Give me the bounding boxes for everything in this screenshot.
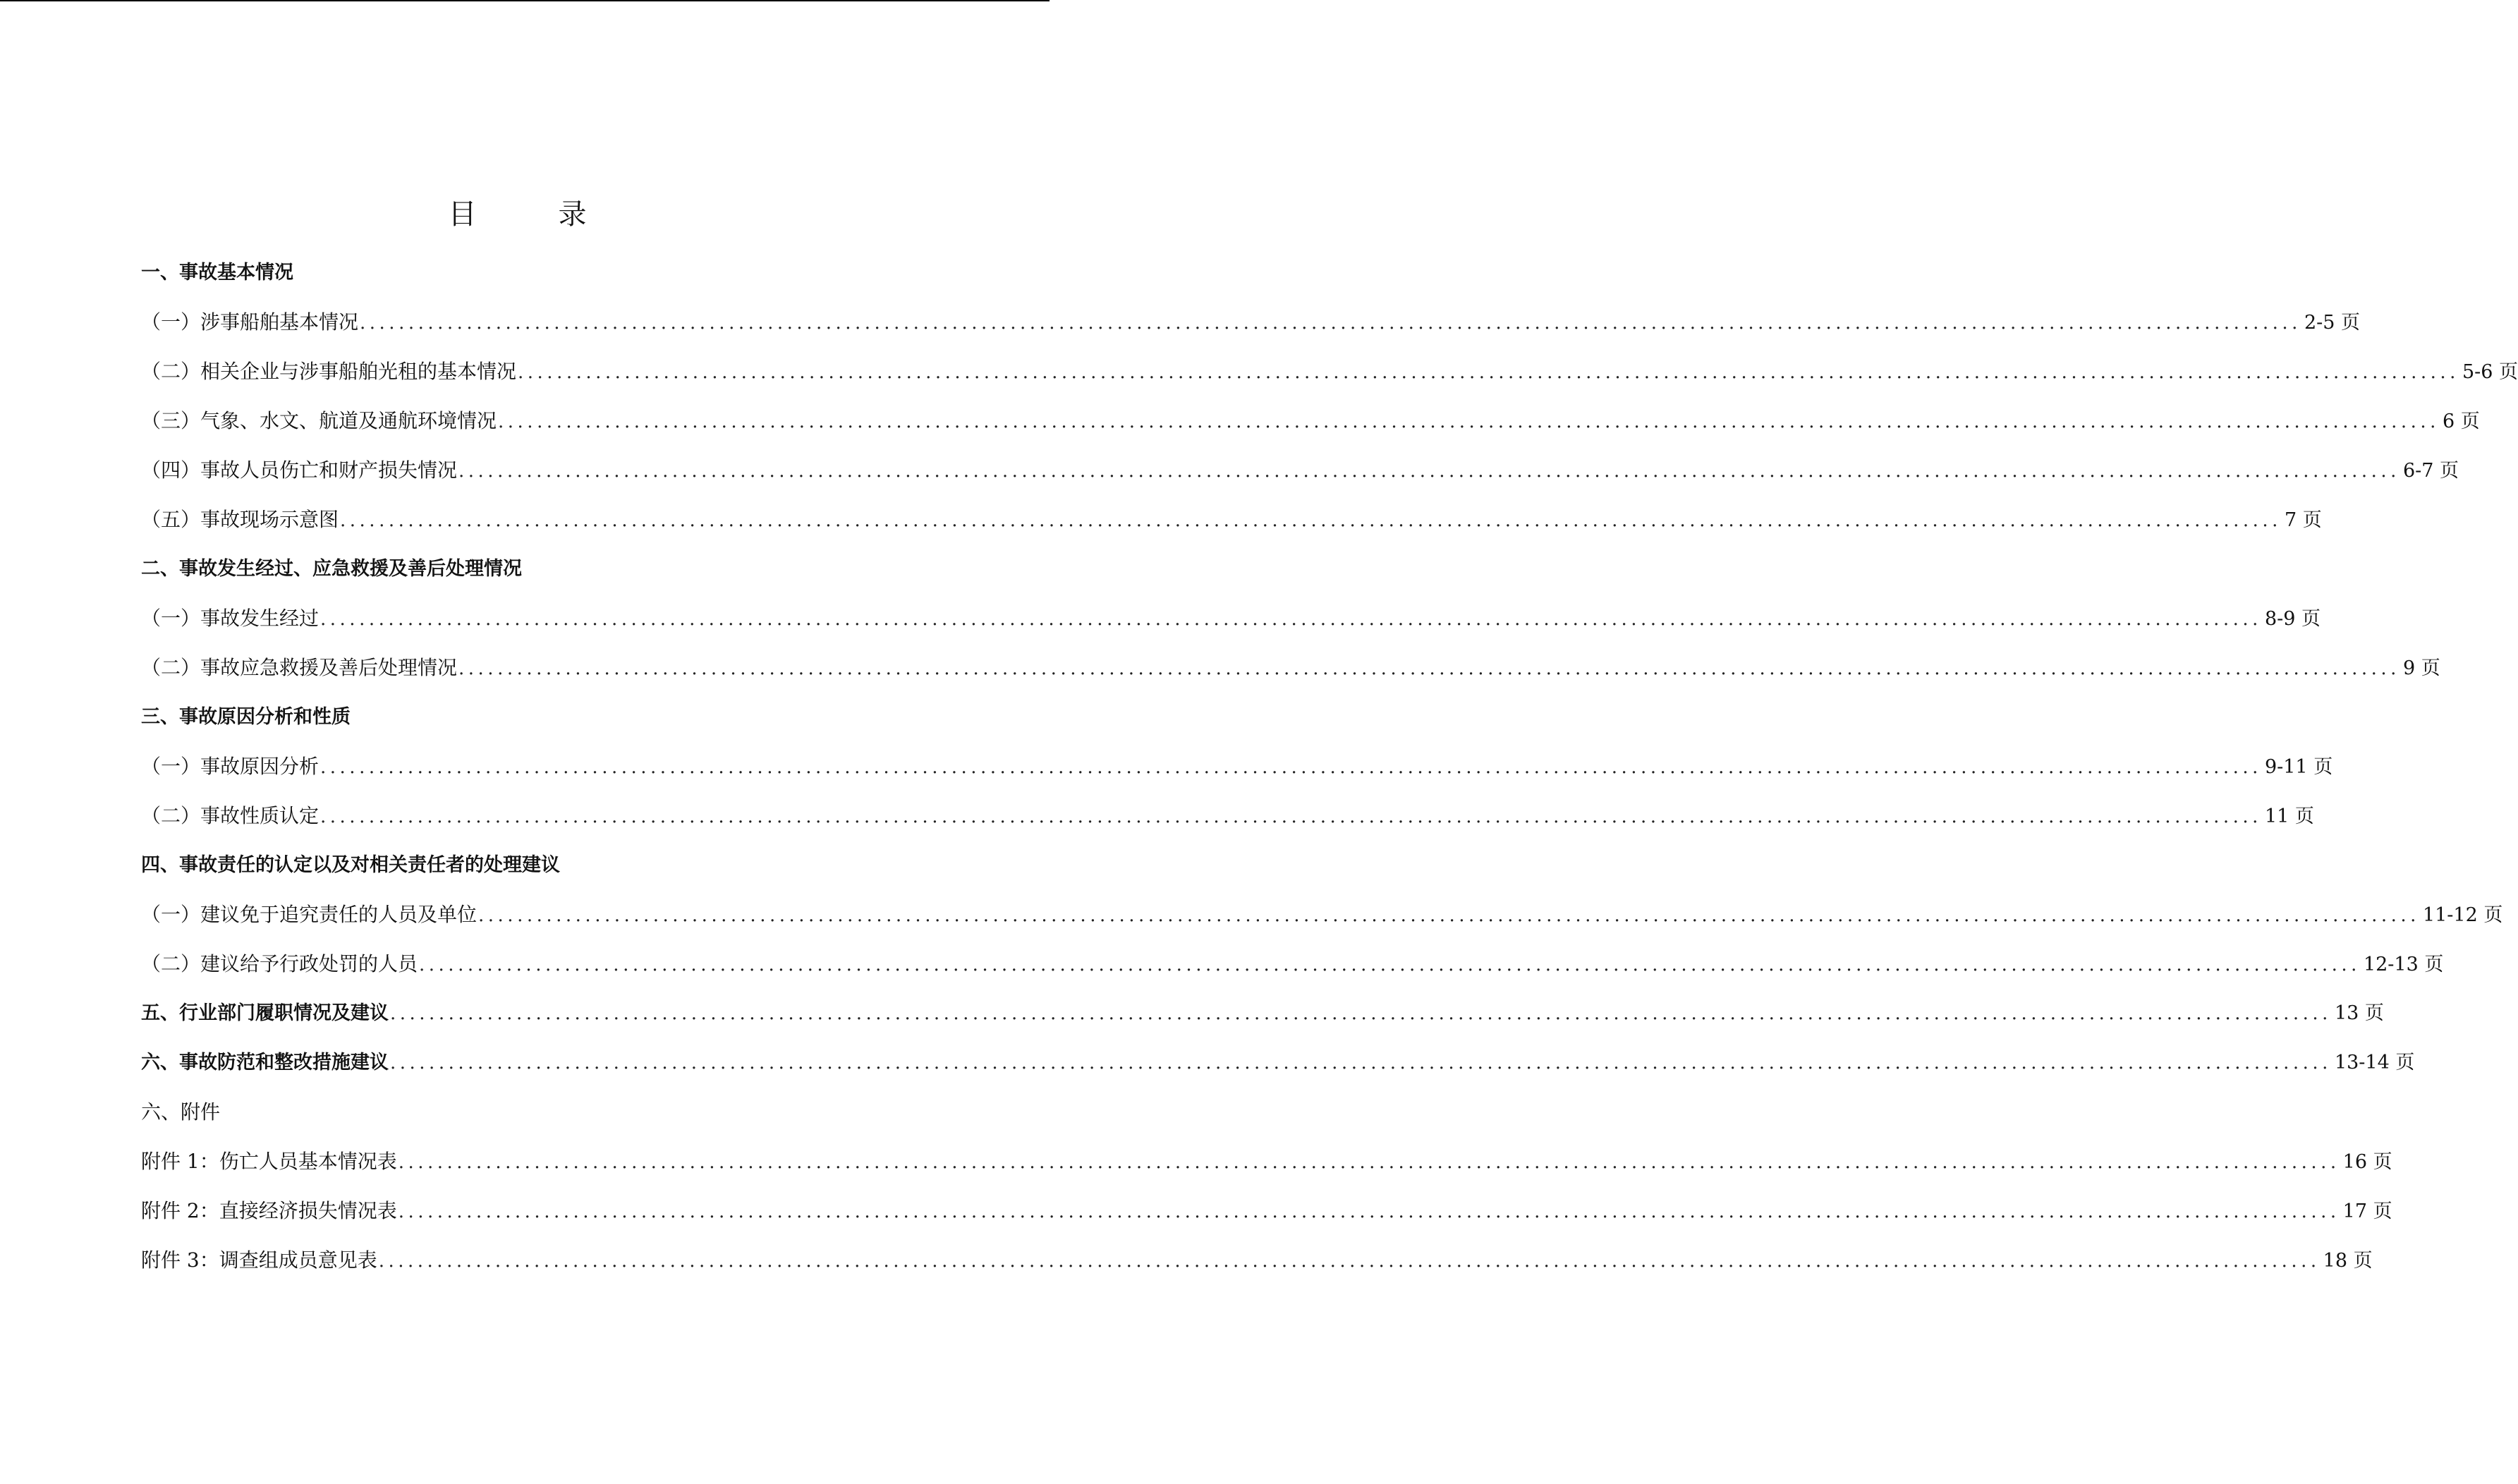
toc-entry-label: （二）事故应急救援及善后处理情况 <box>141 656 458 679</box>
toc-entry-label: 六、事故防范和整改措施建议 <box>141 1052 389 1074</box>
dot-leader: ........................................................................................................................................................................................................ <box>398 1152 2340 1173</box>
toc-entry-page: 12-13 页 <box>2363 954 2444 975</box>
dot-leader: ........................................................................................................................................................................................................ <box>320 806 2262 827</box>
toc-entry[interactable] <box>141 453 2459 502</box>
toc-entry[interactable] <box>141 601 2321 650</box>
page-title: 目 录 <box>448 198 614 231</box>
toc-entry-page: 6 页 <box>2442 410 2480 432</box>
toc-entry-page: 11-12 页 <box>2422 904 2503 926</box>
toc-entry-label: （一）涉事船舶基本情况 <box>141 310 359 334</box>
toc-entry-label: （四）事故人员伤亡和财产损失情况 <box>141 458 458 482</box>
toc-entry[interactable] <box>141 848 917 897</box>
toc-entry[interactable] <box>141 502 2322 552</box>
dot-leader: ........................................................................................................................................................................................................ <box>458 461 2400 482</box>
toc-entry[interactable] <box>141 749 2333 798</box>
table-of-contents <box>141 255 2518 1292</box>
toc-entry[interactable] <box>141 1193 2392 1243</box>
toc-entry-page: 9-11 页 <box>2264 756 2333 778</box>
toc-entry[interactable] <box>141 947 2444 996</box>
toc-entry-label: （二）建议给予行政处罚的人员 <box>141 952 418 975</box>
toc-entry-label: 附件 2：直接经济损失情况表 <box>141 1199 397 1222</box>
toc-entry-label: （一）建议免于追究责任的人员及单位 <box>141 903 478 926</box>
toc-entry[interactable] <box>141 700 917 749</box>
toc-entry-label: 一、事故基本情况 <box>141 262 293 284</box>
toc-entry[interactable] <box>141 897 2503 947</box>
dot-leader: ........................................................................................................................................................................................................ <box>398 1201 2340 1222</box>
dot-leader: ........................................................................................................................................................................................................ <box>518 362 2459 383</box>
toc-entry[interactable] <box>141 403 2480 453</box>
dot-leader: ........................................................................................................................................................................................................ <box>498 411 2440 432</box>
toc-entry-label: 附件 1：伤亡人员基本情况表 <box>141 1150 397 1173</box>
toc-entry-page: 7 页 <box>2284 509 2322 531</box>
toc-entry[interactable] <box>141 1243 2373 1292</box>
toc-entry-label: 附件 3：调查组成员意见表 <box>141 1248 377 1272</box>
toc-entry[interactable] <box>141 1095 917 1144</box>
toc-entry-page: 5-6 页 <box>2462 361 2518 383</box>
toc-entry[interactable] <box>141 798 2314 848</box>
toc-entry-label: 三、事故原因分析和性质 <box>141 706 351 728</box>
toc-entry-label: （一）事故发生经过 <box>141 607 320 630</box>
toc-entry-label: 六、附件 <box>141 1100 221 1124</box>
dot-leader: ........................................................................................................................................................................................................ <box>378 1251 2321 1272</box>
toc-entry[interactable] <box>141 255 917 305</box>
toc-entry-page: 17 页 <box>2342 1200 2392 1222</box>
dot-leader: ........................................................................................................................................................................................................ <box>320 757 2262 778</box>
dot-leader: ........................................................................................................................................................................................................ <box>390 1003 2332 1024</box>
toc-entry-page: 13 页 <box>2334 1002 2384 1024</box>
toc-entry[interactable] <box>141 354 2518 403</box>
toc-entry-label: （二）相关企业与涉事船舶光租的基本情况 <box>141 360 517 383</box>
toc-entry[interactable] <box>141 305 2361 354</box>
toc-entry-label: （二）事故性质认定 <box>141 804 320 827</box>
toc-entry-page: 11 页 <box>2264 805 2314 827</box>
toc-entry[interactable] <box>141 552 917 601</box>
page-top-border <box>0 0 1050 1</box>
toc-entry-label: （五）事故现场示意图 <box>141 508 339 531</box>
dot-leader: ........................................................................................................................................................................................................ <box>419 954 2361 975</box>
dot-leader: ........................................................................................................................................................................................................ <box>360 312 2301 334</box>
toc-entry-page: 13-14 页 <box>2334 1052 2415 1074</box>
toc-entry[interactable] <box>141 996 2384 1045</box>
toc-entry[interactable] <box>141 1144 2392 1193</box>
toc-entry-label: 二、事故发生经过、应急救援及善后处理情况 <box>141 558 522 580</box>
toc-entry-label: （一）事故原因分析 <box>141 755 320 778</box>
dot-leader: ........................................................................................................................................................................................................ <box>390 1052 2332 1074</box>
toc-entry-page: 8-9 页 <box>2264 608 2321 630</box>
dot-leader: ........................................................................................................................................................................................................ <box>340 510 2282 531</box>
toc-entry-page: 9 页 <box>2402 657 2440 679</box>
toc-entry-label: 四、事故责任的认定以及对相关责任者的处理建议 <box>141 854 560 876</box>
toc-entry-page: 6-7 页 <box>2402 460 2459 482</box>
dot-leader: ........................................................................................................................................................................................................ <box>478 905 2420 926</box>
toc-entry-page: 2-5 页 <box>2304 312 2361 334</box>
toc-entry-page: 18 页 <box>2323 1250 2373 1272</box>
toc-entry-label: 五、行业部门履职情况及建议 <box>141 1002 389 1024</box>
toc-entry[interactable] <box>141 1045 2415 1095</box>
toc-entry-label: （三）气象、水文、航道及通航环境情况 <box>141 409 497 432</box>
dot-leader: ........................................................................................................................................................................................................ <box>320 609 2262 630</box>
toc-entry[interactable] <box>141 650 2440 700</box>
dot-leader: ........................................................................................................................................................................................................ <box>458 658 2400 679</box>
toc-entry-page: 16 页 <box>2342 1151 2392 1173</box>
